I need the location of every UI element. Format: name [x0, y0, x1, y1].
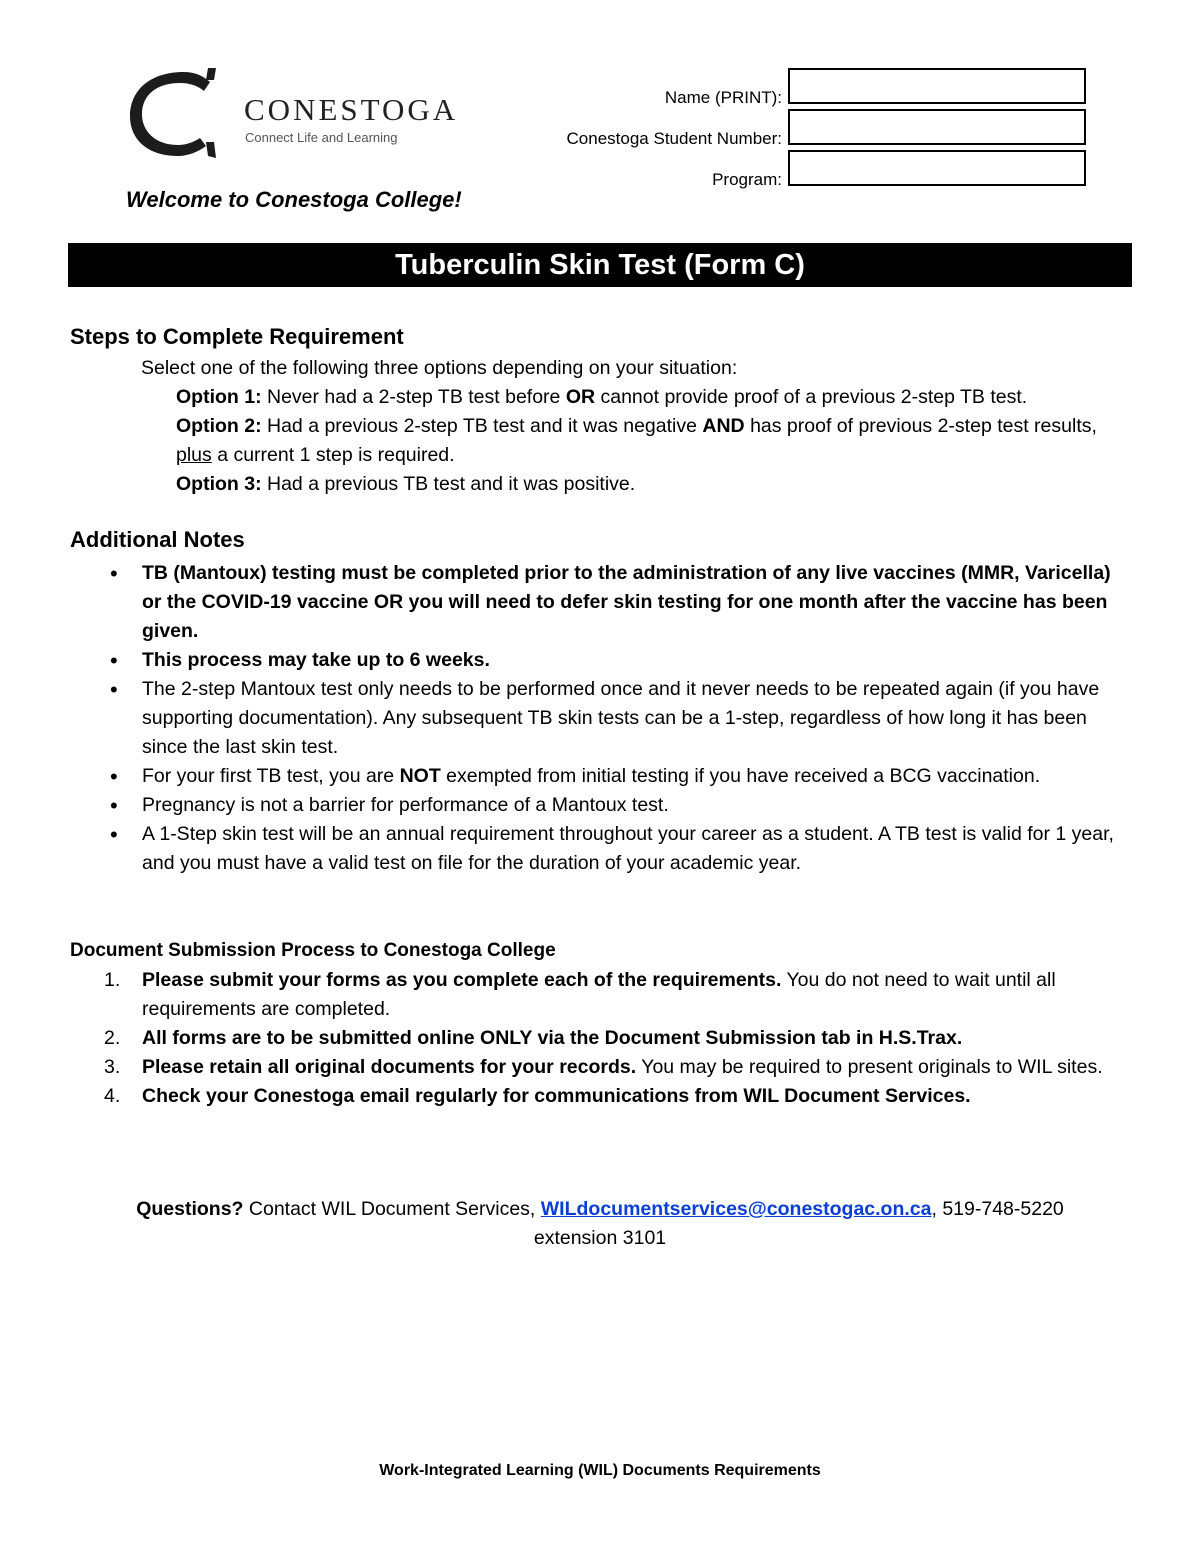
option-3-text-a: Had a previous TB test and it was positive.	[267, 473, 636, 495]
submission-3-bold: Please retain all original documents for your records.	[142, 1056, 637, 1078]
logo-wordmark: CONESTOGA	[244, 92, 459, 127]
notes-list	[70, 559, 1132, 878]
name-label: Name (PRINT):	[664, 88, 782, 107]
submission-heading: Document Submission Process to Conestoga College	[70, 940, 556, 961]
program-field[interactable]	[788, 150, 1086, 186]
program-label: Program:	[712, 170, 782, 189]
welcome-text: Welcome to Conestoga College!	[126, 187, 462, 212]
conestoga-c-icon	[126, 66, 226, 162]
conestoga-logo	[126, 66, 471, 162]
submission-item	[70, 1053, 1132, 1082]
note-4-text-b: exempted from initial testing if you have received a BCG vaccination.	[446, 765, 1041, 787]
submission-4-number: 4.	[104, 1085, 121, 1107]
option-2	[176, 412, 1126, 470]
student-number-label: Conestoga Student Number:	[566, 129, 782, 148]
option-2-plus: plus	[176, 444, 212, 466]
submission-item	[70, 966, 1132, 1024]
note-item	[70, 762, 1132, 791]
note-5-text: Pregnancy is not a barrier for performance of a Mantoux test.	[142, 794, 669, 816]
contact-block	[0, 1195, 1200, 1253]
note-item	[70, 646, 1132, 675]
contact-text: Contact WIL Document Services,	[248, 1198, 536, 1220]
page-footer: Work-Integrated Learning (WIL) Documents Requirements	[379, 1462, 821, 1479]
option-2-and: AND	[702, 415, 745, 437]
option-3	[176, 470, 1126, 499]
option-2-label: Option 2:	[176, 415, 262, 437]
contact-email-link[interactable]: WILdocumentservices@conestogac.on.ca	[540, 1198, 932, 1220]
option-2-text-b: has proof of previous 2-step test results,	[750, 415, 1097, 437]
note-item	[70, 791, 1132, 820]
steps-options	[176, 383, 1126, 499]
note-item	[70, 675, 1132, 762]
note-3-text: The 2-step Mantoux test only needs to be performed once and it never needs to be repeated again (if you have supporting documentation). Any subsequent TB skin tests can be a 1-step, regardless of how long it has been since the last skin test.	[142, 678, 1100, 758]
note-4-not: NOT	[399, 765, 441, 787]
name-field[interactable]	[788, 68, 1086, 104]
option-1-text-b: cannot provide proof of a previous 2-step TB test.	[600, 386, 1028, 408]
contact-extension: extension 3101	[533, 1227, 667, 1249]
logo-tagline: Connect Life and Learning	[245, 130, 398, 145]
submission-item	[70, 1024, 1132, 1053]
submission-1-bold: Please submit your forms as you complete each of the requirements.	[142, 969, 782, 991]
note-1-text: TB (Mantoux) testing must be completed prior to the administration of any live vaccines (MMR, Varicella) or the COVID-19 vaccine OR you will need to defer skin testing for one month after the vaccine has been given.	[142, 562, 1111, 642]
option-1-label: Option 1:	[176, 386, 262, 408]
note-item	[70, 559, 1132, 646]
submission-2-bold: All forms are to be submitted online ONLY via the Document Submission tab in H.S.Trax.	[142, 1027, 963, 1049]
steps-intro: Select one of the following three options depending on your situation:	[141, 357, 738, 379]
option-2-text-a: Had a previous 2-step TB test and it was negative	[267, 415, 697, 437]
submission-list	[70, 966, 1132, 1111]
steps-heading: Steps to Complete Requirement	[70, 324, 404, 349]
submission-4-bold: Check your Conestoga email regularly for communications from WIL Document Services.	[142, 1085, 971, 1107]
note-item	[70, 820, 1132, 878]
note-6-text: A 1-Step skin test will be an annual requirement throughout your career as a student. A TB test is valid for 1 year, and you must have a valid test on file for the duration of your academic year.	[142, 823, 1114, 874]
contact-line	[0, 1195, 1200, 1224]
form-title: Tuberculin Skin Test (Form C)	[395, 249, 805, 281]
submission-1-number: 1.	[104, 969, 121, 991]
option-1-text-a: Never had a 2-step TB test before	[267, 386, 561, 408]
submission-3-number: 3.	[104, 1056, 121, 1078]
note-2-text: This process may take up to 6 weeks.	[142, 649, 490, 671]
contact-phone: , 519-748-5220	[931, 1198, 1064, 1220]
option-2-text-c: a current 1 step is required.	[217, 444, 455, 466]
student-number-field[interactable]	[788, 109, 1086, 145]
option-1-or: OR	[565, 386, 596, 408]
notes-heading: Additional Notes	[70, 527, 245, 552]
submission-3-text: You may be required to present originals to WIL sites.	[641, 1056, 1103, 1078]
submission-item	[70, 1082, 1132, 1111]
contact-lead: Questions?	[136, 1198, 244, 1220]
form-title-bar	[68, 243, 1132, 287]
note-4-text-a: For your first TB test, you are	[142, 765, 395, 787]
option-3-label: Option 3:	[176, 473, 262, 495]
submission-1-text: You do not need to wait until all requirements are completed.	[142, 969, 1056, 1020]
option-1	[176, 383, 1126, 412]
submission-2-number: 2.	[104, 1027, 121, 1049]
